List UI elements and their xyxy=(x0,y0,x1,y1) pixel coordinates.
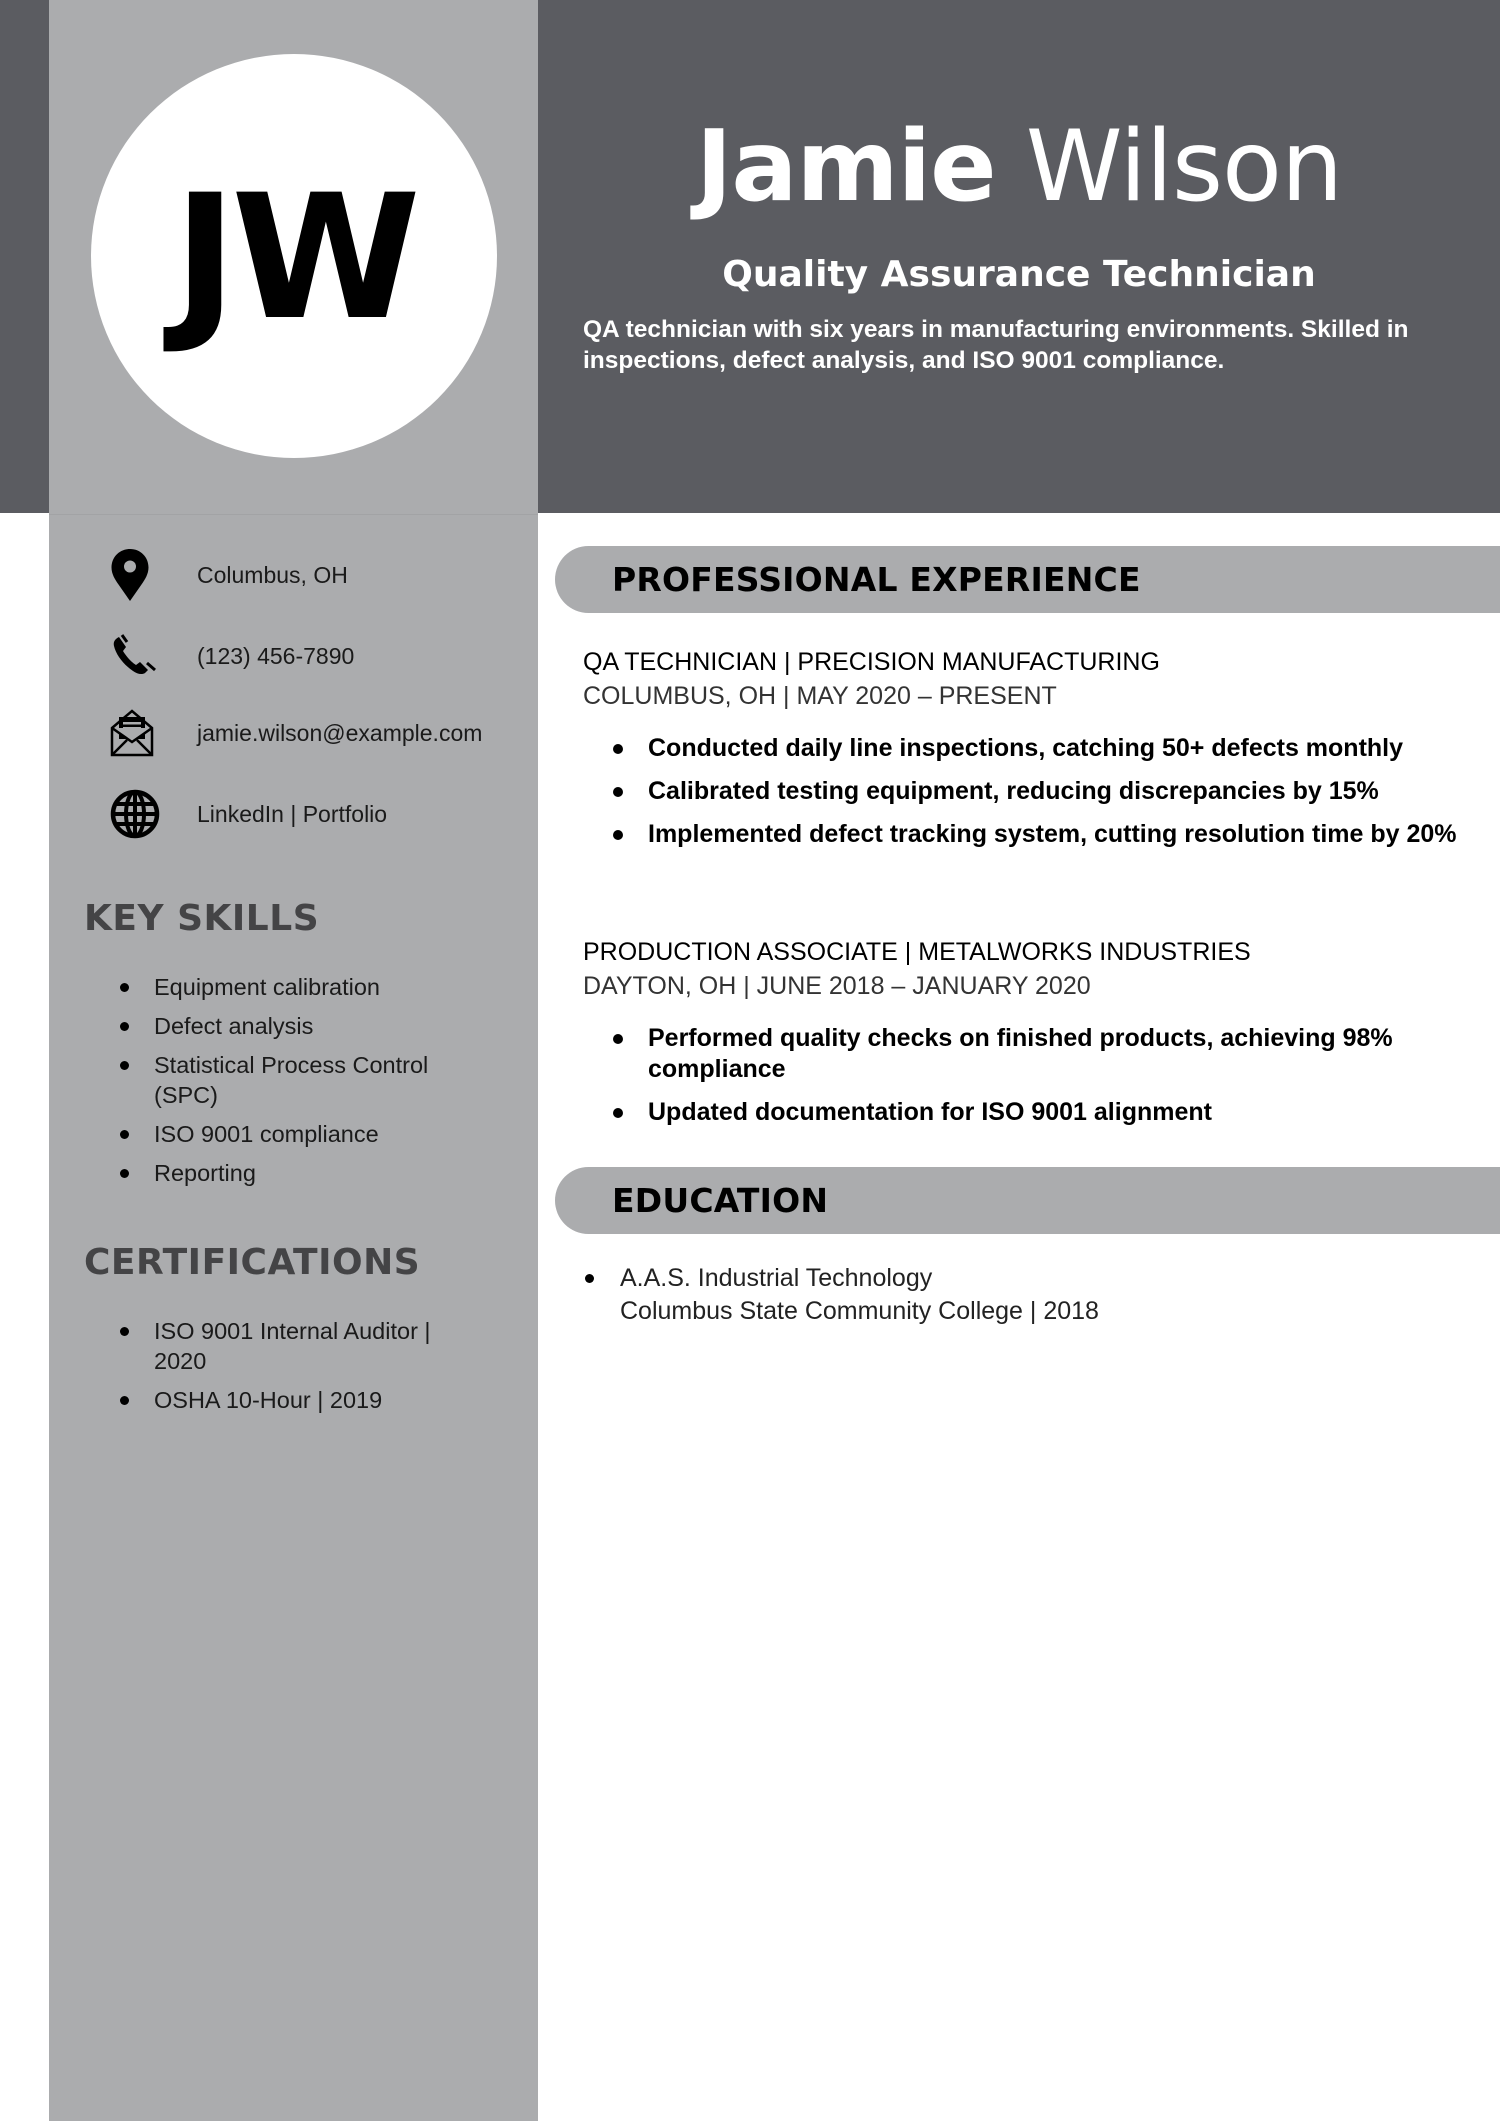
experience-section-header xyxy=(555,546,1500,613)
job-location-dates: COLUMBUS, OH | MAY 2020 – PRESENT xyxy=(583,682,1057,710)
profile-summary: QA technician with six years in manufacturing environments. Skilled in inspections, defect analysis, and ISO 9001 compliance. xyxy=(583,316,1409,374)
phone-icon xyxy=(110,630,172,682)
last-name: Wilson xyxy=(1025,110,1343,224)
job-location-dates: DAYTON, OH | JUNE 2018 – JANUARY 2020 xyxy=(583,972,1091,1000)
achievement-item: Updated documentation for ISO 9001 alignment xyxy=(613,1097,1483,1128)
open-envelope-icon xyxy=(110,707,172,759)
sidebar-divider xyxy=(49,514,538,515)
skill-item: Statistical Process Control (SPC) xyxy=(118,1050,478,1110)
job-title: Quality Assurance Technician xyxy=(722,254,1316,295)
skill-item: Defect analysis xyxy=(118,1011,478,1041)
contact-location xyxy=(110,555,530,595)
key-skills-list xyxy=(118,972,478,1197)
map-pin-icon xyxy=(110,549,172,601)
achievement-item: Performed quality checks on finished products, achieving 98% compliance xyxy=(613,1023,1483,1085)
certifications-list xyxy=(118,1316,478,1424)
school-and-year: Columbus State Community College | 2018 xyxy=(620,1297,1099,1325)
contact-phone[interactable] xyxy=(110,636,530,676)
education-section-header xyxy=(555,1167,1500,1234)
achievement-item: Conducted daily line inspections, catching 50+ defects monthly xyxy=(613,733,1483,764)
job-achievements xyxy=(613,733,1483,850)
skill-item: Equipment calibration xyxy=(118,972,478,1002)
candidate-name xyxy=(538,110,1500,224)
skill-item: Reporting xyxy=(118,1158,478,1188)
resume-header xyxy=(538,0,1500,513)
certification-item: ISO 9001 Internal Auditor | 2020 xyxy=(118,1316,478,1376)
key-skills-heading: KEY SKILLS xyxy=(84,898,320,939)
contact-web[interactable] xyxy=(110,794,530,834)
globe-icon xyxy=(110,788,172,840)
achievement-item: Implemented defect tracking system, cutting resolution time by 20% xyxy=(613,819,1483,850)
monogram-badge xyxy=(91,54,497,458)
job-role: QA TECHNICIAN | PRECISION MANUFACTURING xyxy=(583,648,1160,676)
education-list xyxy=(583,1262,1463,1328)
location-text: Columbus, OH xyxy=(197,561,348,588)
contact-list xyxy=(110,555,530,875)
email-link[interactable]: jamie.wilson@example.com xyxy=(197,719,483,746)
certifications-heading: CERTIFICATIONS xyxy=(84,1242,421,1283)
certification-item: OSHA 10-Hour | 2019 xyxy=(118,1385,478,1415)
education-item xyxy=(583,1262,1463,1328)
job-entry xyxy=(583,645,1483,862)
phone-text[interactable]: (123) 456-7890 xyxy=(197,642,355,669)
job-entry xyxy=(583,935,1483,1140)
skill-item: ISO 9001 compliance xyxy=(118,1119,478,1149)
first-name: Jamie xyxy=(695,110,996,224)
achievement-item: Calibrated testing equipment, reducing discrepancies by 15% xyxy=(613,776,1483,807)
web-links[interactable]: LinkedIn | Portfolio xyxy=(197,800,388,827)
job-role: PRODUCTION ASSOCIATE | METALWORKS INDUSTRIES xyxy=(583,938,1251,966)
degree: A.A.S. Industrial Technology xyxy=(620,1264,933,1292)
monogram-initials: JW xyxy=(173,157,415,358)
education-heading: EDUCATION xyxy=(612,1181,829,1220)
job-achievements xyxy=(613,1023,1483,1128)
experience-heading: PROFESSIONAL EXPERIENCE xyxy=(612,560,1141,599)
contact-email[interactable] xyxy=(110,713,530,753)
